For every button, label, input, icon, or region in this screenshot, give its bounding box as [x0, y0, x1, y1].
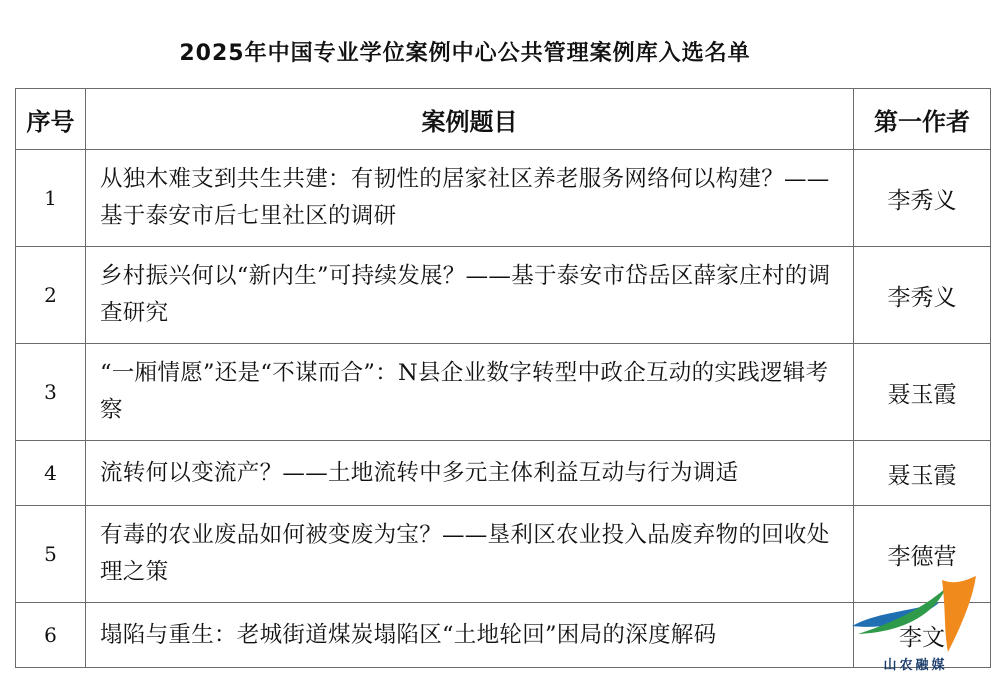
- table-row: [16, 441, 991, 506]
- row-number: 3: [16, 344, 86, 441]
- swoosh-logo-icon: [848, 572, 983, 656]
- case-author: 聂玉霞: [854, 344, 991, 441]
- case-table: [15, 88, 991, 668]
- case-title: “一厢情愿”还是“不谋而合”：N县企业数字转型中政企互动的实践逻辑考察: [86, 344, 854, 441]
- row-number: 6: [16, 603, 86, 668]
- row-number: 4: [16, 441, 86, 506]
- table-row: [16, 344, 991, 441]
- table-row: [16, 247, 991, 344]
- table-row: [16, 150, 991, 247]
- row-number: 1: [16, 150, 86, 247]
- case-author: 李秀义: [854, 247, 991, 344]
- table-row: [16, 506, 991, 603]
- header-title: 案例题目: [86, 89, 854, 150]
- case-title: 乡村振兴何以“新内生”可持续发展？——基于泰安市岱岳区薛家庄村的调查研究: [86, 247, 854, 344]
- table-header-row: [16, 89, 991, 150]
- case-author: 李文: [854, 603, 991, 668]
- watermark-name: 山农融媒: [883, 658, 948, 673]
- case-author: 李秀义: [854, 150, 991, 247]
- row-number: 5: [16, 506, 86, 603]
- case-author: 聂玉霞: [854, 441, 991, 506]
- case-author: 李德营: [854, 506, 991, 603]
- header-no: 序号: [16, 89, 86, 150]
- case-title: 流转何以变流产？——土地流转中多元主体利益互动与行为调适: [86, 441, 854, 506]
- row-number: 2: [16, 247, 86, 344]
- case-title: 从独木难支到共生共建：有韧性的居家社区养老服务网络何以构建？—— 基于泰安市后七里社区的调研: [86, 150, 854, 247]
- case-title: 有毒的农业废品如何被变废为宝？——垦利区农业投入品废弃物的回收处理之策: [86, 506, 854, 603]
- table-row: [16, 603, 991, 668]
- watermark-logo: [848, 572, 983, 676]
- case-title: 塌陷与重生：老城街道煤炭塌陷区“土地轮回”困局的深度解码: [86, 603, 854, 668]
- header-author: 第一作者: [854, 89, 991, 150]
- page-title: 2025年中国专业学位案例中心公共管理案例库入选名单: [179, 41, 751, 66]
